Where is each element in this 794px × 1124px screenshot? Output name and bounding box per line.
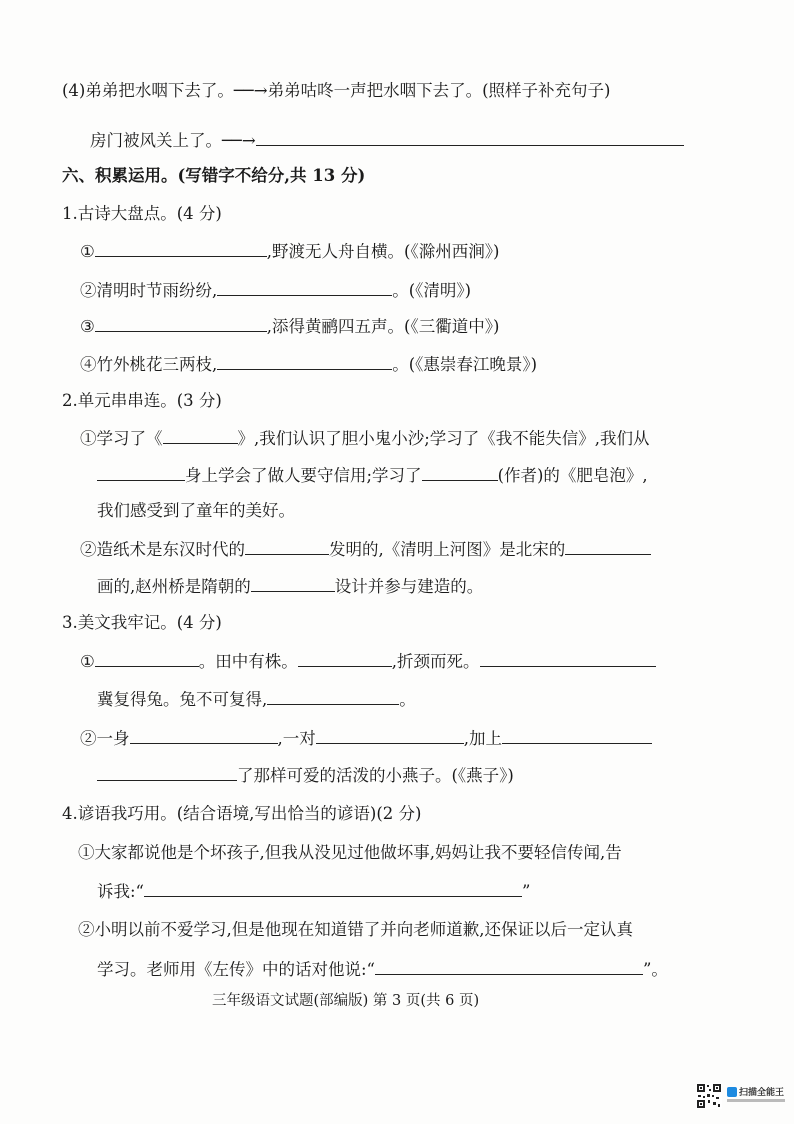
answer-blank[interactable]: [316, 727, 464, 744]
q4-b-text: ”。: [643, 960, 668, 979]
q2-b-line-1: [80, 538, 651, 561]
q1-line-3-text: ,添得黄鹂四五声。(《三衢道中》): [266, 317, 500, 336]
scanner-subtext-line: [727, 1099, 785, 1102]
answer-blank[interactable]: [565, 538, 651, 555]
q3-a-line-2: [97, 688, 416, 711]
q3-a-text: 冀复得兔。兔不可复得,: [97, 690, 268, 709]
q1-line-1: [80, 240, 499, 263]
answer-blank[interactable]: [217, 279, 392, 296]
item-marker: ①: [80, 652, 95, 671]
answer-blank[interactable]: [95, 650, 199, 667]
q3-a-text: ,折颈而死。: [391, 652, 480, 671]
scanner-watermark: [727, 1086, 787, 1110]
q1-line-4-source: 。(《惠崇春江晚景》): [392, 355, 538, 374]
q2-a-line-2: [97, 464, 648, 487]
q2-a-text: 身上学会了做人要守信用;学习了: [185, 466, 422, 485]
scanner-brand-name: 扫描全能王: [739, 1088, 785, 1098]
answer-blank[interactable]: [298, 650, 392, 667]
q3-a-text: 。田中有株。: [198, 652, 298, 671]
q2-a-line-1: [80, 427, 650, 450]
answer-blank[interactable]: [97, 764, 237, 781]
answer-blank[interactable]: [144, 880, 522, 897]
answer-blank[interactable]: [130, 727, 278, 744]
q4-b-line-2: [97, 958, 668, 981]
section-6-title: 六、积累运用。(写错字不给分,共 13 分): [62, 166, 366, 185]
q4-a-text: ”: [522, 882, 531, 901]
q3-b-text: ②一身: [80, 729, 130, 748]
q4-a-line-2: [97, 880, 530, 903]
q1-line-3: [80, 315, 499, 338]
q2-a-line-3: 我们感受到了童年的美好。: [97, 501, 295, 520]
q2-a-text: (作者)的《肥皂泡》,: [497, 466, 648, 485]
answer-blank[interactable]: [251, 575, 335, 592]
q3-a-line-1: [80, 650, 656, 673]
q1-line-4: [80, 353, 537, 376]
q3-b-text: ,一对: [277, 729, 316, 748]
answer-blank[interactable]: [267, 688, 399, 705]
item-marker: ③: [80, 317, 95, 336]
q2-b-text: 画的,赵州桥是隋朝的: [97, 577, 251, 596]
cs-logo-icon: [727, 1087, 737, 1097]
item-marker: ①: [80, 242, 95, 261]
answer-blank[interactable]: [163, 427, 238, 444]
qr-code-icon: [696, 1083, 722, 1109]
q2-b-text: 发明的,《清明上河图》是北宋的: [329, 540, 566, 559]
q1-line-2-source: 。(《清明》): [392, 281, 472, 300]
answer-blank[interactable]: [256, 129, 684, 146]
q1-line-2-text: ②清明时节雨纷纷,: [80, 281, 218, 300]
q3-b-line-1: [80, 727, 652, 750]
q2-b-text: ②造纸术是东汉时代的: [80, 540, 245, 559]
q4-a-text: 诉我:“: [97, 882, 144, 901]
q2-title: 2.单元串串连。(3 分): [62, 391, 222, 410]
answer-blank[interactable]: [375, 958, 643, 975]
sec5-q4-prompt: 房门被风关上了。──→: [90, 131, 256, 150]
q2-a-text: ①学习了《: [80, 429, 163, 448]
q2-a-text: 》,我们认识了胆小鬼小沙;学习了《我不能失信》,我们从: [237, 429, 650, 448]
q4-title: 4.谚语我巧用。(结合语境,写出恰当的谚语)(2 分): [62, 804, 422, 823]
q4-b-line-1: ②小明以前不爱学习,但是他现在知道错了并向老师道歉,还保证以后一定认真: [78, 920, 633, 939]
q2-b-line-2: [97, 575, 483, 598]
q1-line-4-text: ④竹外桃花三两枝,: [80, 355, 218, 374]
answer-blank[interactable]: [97, 464, 185, 481]
answer-blank[interactable]: [480, 650, 656, 667]
q2-b-text: 设计并参与建造的。: [334, 577, 484, 596]
q3-b-text: 了那样可爱的活泼的小燕子。(《燕子》): [237, 766, 514, 785]
q3-b-text: ,加上: [463, 729, 502, 748]
answer-blank[interactable]: [422, 464, 498, 481]
q1-line-1-text: ,野渡无人舟自横。(《滁州西涧》): [266, 242, 500, 261]
q4-a-line-1: ①大家都说他是个坏孩子,但我从没见过他做坏事,妈妈让我不要轻信传闻,告: [78, 843, 622, 862]
q3-b-line-2: [97, 764, 514, 787]
q3-title: 3.美文我牢记。(4 分): [62, 613, 222, 632]
q4-b-text: 学习。老师用《左传》中的话对他说:“: [97, 960, 375, 979]
page-footer: 三年级语文试题(部编版) 第 3 页(共 6 页): [212, 993, 480, 1009]
q3-a-text: 。: [399, 690, 416, 709]
answer-blank[interactable]: [245, 538, 329, 555]
answer-blank[interactable]: [502, 727, 652, 744]
answer-blank[interactable]: [95, 240, 267, 257]
answer-blank[interactable]: [95, 315, 267, 332]
answer-blank[interactable]: [217, 353, 392, 370]
q1-title: 1.古诗大盘点。(4 分): [62, 204, 222, 223]
q1-line-2: [80, 279, 471, 302]
sec5-q4-instruction: (4)弟弟把水咽下去了。──→弟弟咕咚一声把水咽下去了。(照样子补充句子): [62, 81, 611, 100]
sec5-q4-prompt-line: [90, 129, 684, 152]
